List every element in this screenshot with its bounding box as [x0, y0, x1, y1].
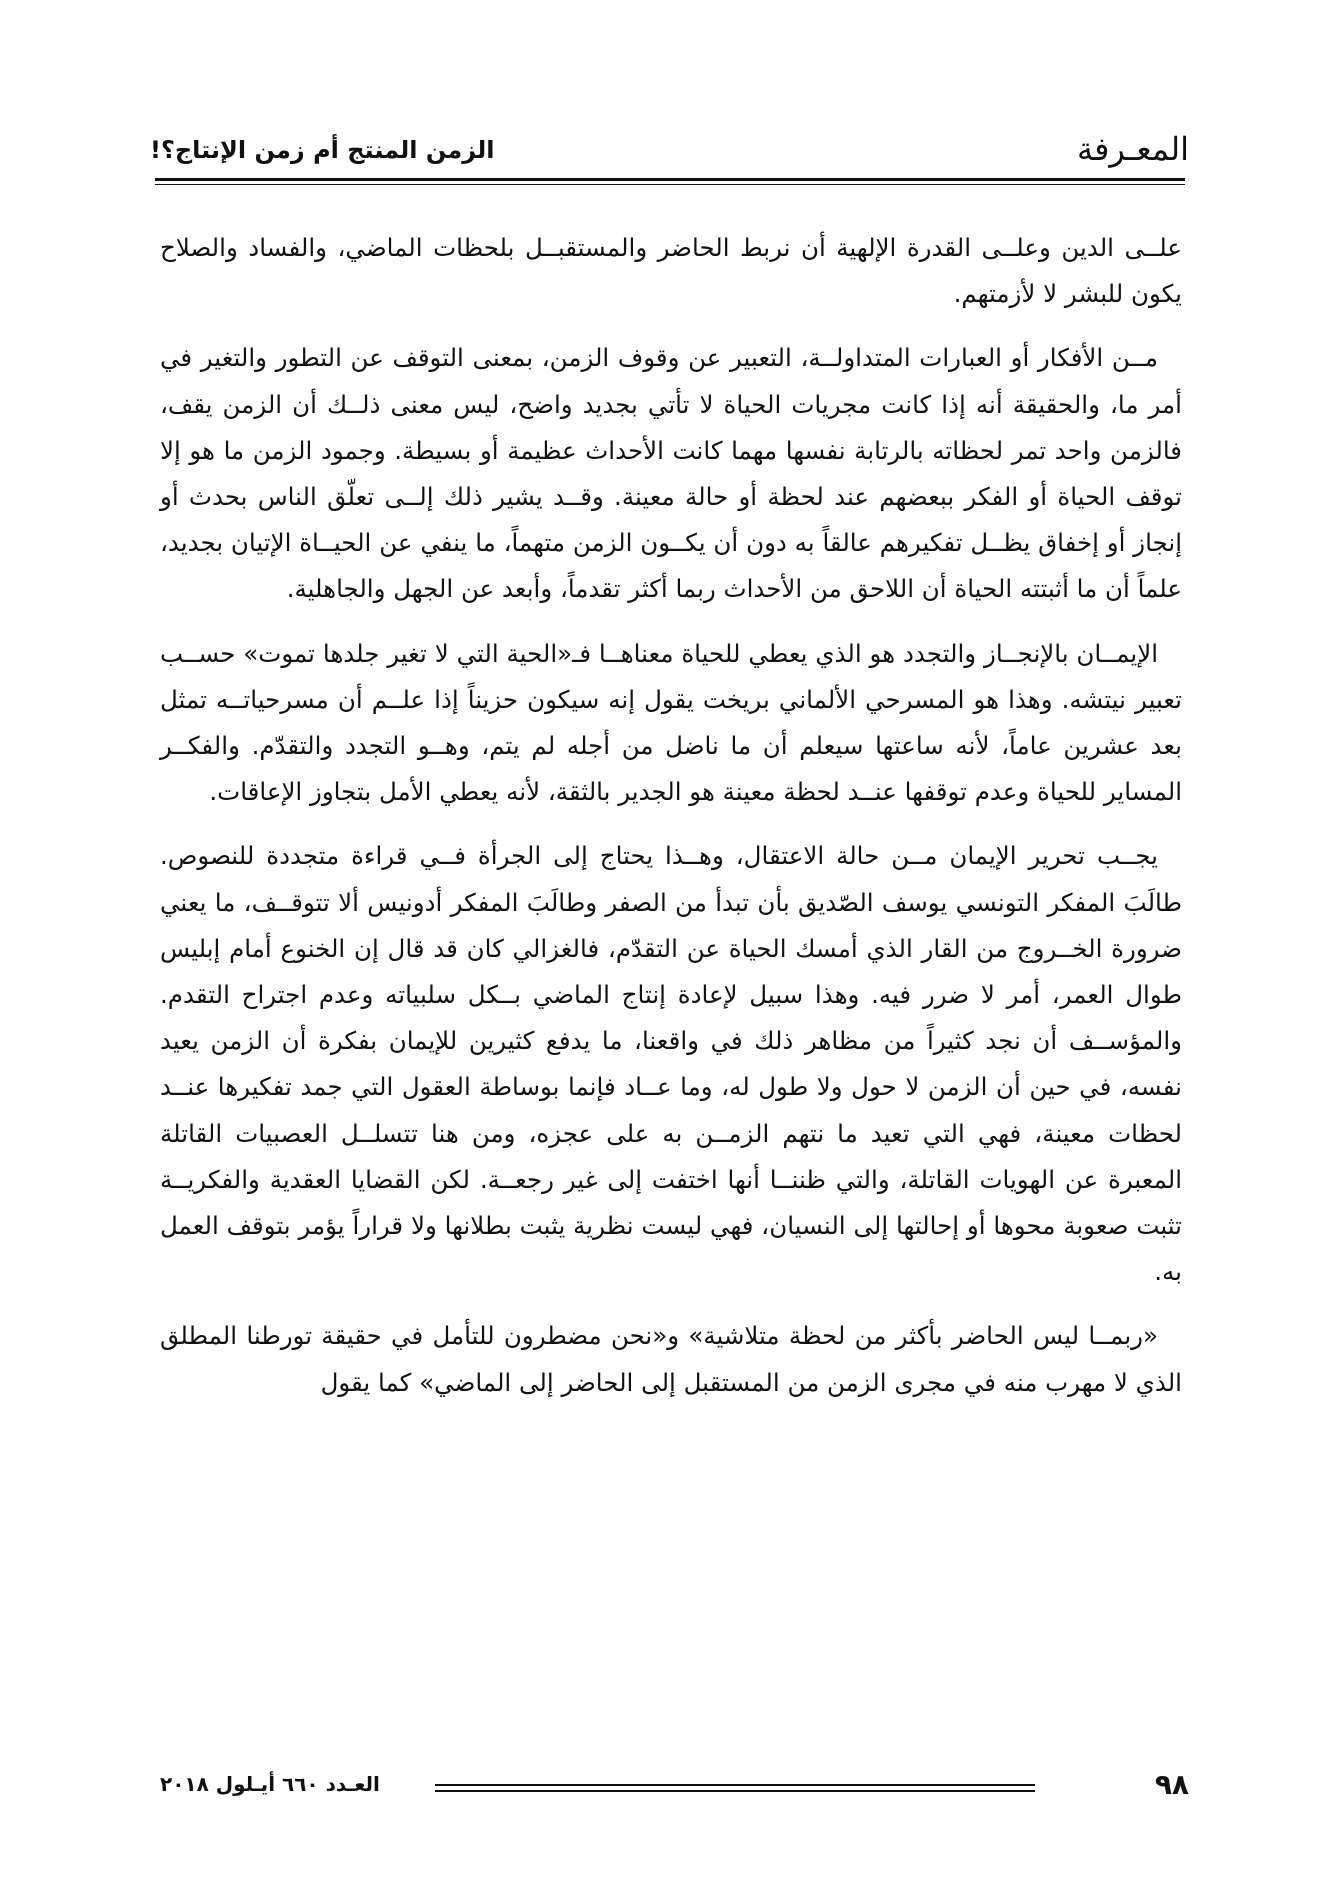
paragraph-continuation: علــى الدين وعلــى القدرة الإلهية أن نربط الحاضر والمستقبــل بلحظات الماضي، والفساد والصلاح يكون للبشر لا لأزمتهم.: [160, 233, 1182, 309]
paragraph: الإيمــان بالإنجــاز والتجدد هو الذي يعطي للحياة معناهــا فـ«الحية التي لا تغير جلدها تموت» حســب تعبير نيتشه. وهذا هو المسرحي الألماني بريخت يقول إنه سيكون حزيناً إذا علــم أن مسرحياتــه تمثل بعد عشرين عاماً، لأنه ساعتها سيعلم أن ما ناضل من أجله لم يتم، وهــو التجدد والتقدّم. والفكــر المساير للحياة وعدم توقفها عنــد لحظة معينة هو الجدير بالثقة، لأنه يعطي الأمل بتجاوز الإعاقات.: [160, 638, 1182, 807]
article-body: [160, 225, 1182, 1424]
footer-divider: [435, 1784, 1035, 1792]
paragraph: «ربمــا ليس الحاضر بأكثر من لحظة متلاشية» و«نحن مضطرون للتأمل في حقيقة تورطنا المطلق الذي لا مهرب منه في مجرى الزمن من المستقبل إلى الحاضر إلى الماضي» كما يقول: [160, 1321, 1182, 1397]
running-header-title: الزمن المنتج أم زمن الإنتاج؟!: [150, 136, 495, 164]
magazine-logo: المعـرفة: [1076, 130, 1189, 168]
paragraph: مــن الأفكار أو العبارات المتداولــة، التعبير عن وقوف الزمن، بمعنى التوقف عن التطور والتغير في أمر ما، والحقيقة أنه إذا كانت مجريات الحياة لا تأتي بجديد واضح، ليس معنى ذلــك أن الزمن يقف، فالزمن واحد تمر لحظاته بالرتابة نفسها مهما كانت الأحداث عظيمة أو بسيطة. وجمود الزمن ما هو إلا توقف الحياة أو الفكر ببعضهم عند لحظة أو حالة معينة. وقــد يشير ذلك إلــى تعلّق الناس بحدث أو إنجاز أو إخفاق يظــل تفكيرهم عالقاً به دون أن يكــون الزمن متهماً، ما ينفي عن الحيــاة الإتيان بجديد، علماً أن ما أثبتته الحياة أن اللاحق من الأحداث ربما أكثر تقدماً، وأبعد عن الجهل والجاهلية.: [160, 343, 1182, 604]
paragraph: يجــب تحرير الإيمان مــن حالة الاعتقال، وهــذا يحتاج إلى الجرأة فــي قراءة متجددة للنصوص. طالَبَ المفكر التونسي يوسف الصّديق بأن تبدأ من الصفر وطالَبَ المفكر أدونيس ألا تتوقــف، ما يعني ضرورة الخــروج من القار الذي أمسك الحياة عن التقدّم، فالغزالي كان قد قال إن الخنوع أمام إبليس طوال العمر، أمر لا ضرر فيه. وهذا سبيل لإعادة إنتاج الماضي بــكل سلبياته وعدم اجتراح التقدم. والمؤســف أن نجد كثيراً من مظاهر ذلك في واقعنا، ما يدفع كثيرين للإيمان بفكرة أن الزمن يعيد نفسه، في حين أن الزمن لا حول ولا طول له، وما عــاد فإنما بوساطة العقول التي جمد تفكيرها عنــد لحظات معينة، فهي التي تعيد ما نتهم الزمــن به على عجزه، ومن هنا تتسلــل العصبيات القاتلة المعبرة عن الهويات القاتلة، والتي ظننــا أنها اختفت إلى غير رجعــة. لكن القضايا العقدية والفكريــة تثبت صعوبة محوها أو إحالتها إلى النسيان، فهي ليست نظرية يثبت بطلانها ولا قراراً يؤمر بتوقف العمل به.: [160, 841, 1182, 1287]
page-number: ٩٨: [1154, 1768, 1189, 1801]
header-divider: [155, 178, 1185, 185]
issue-info: العـدد ٦٦٠ أيـلول ٢٠١٨: [160, 1772, 380, 1796]
